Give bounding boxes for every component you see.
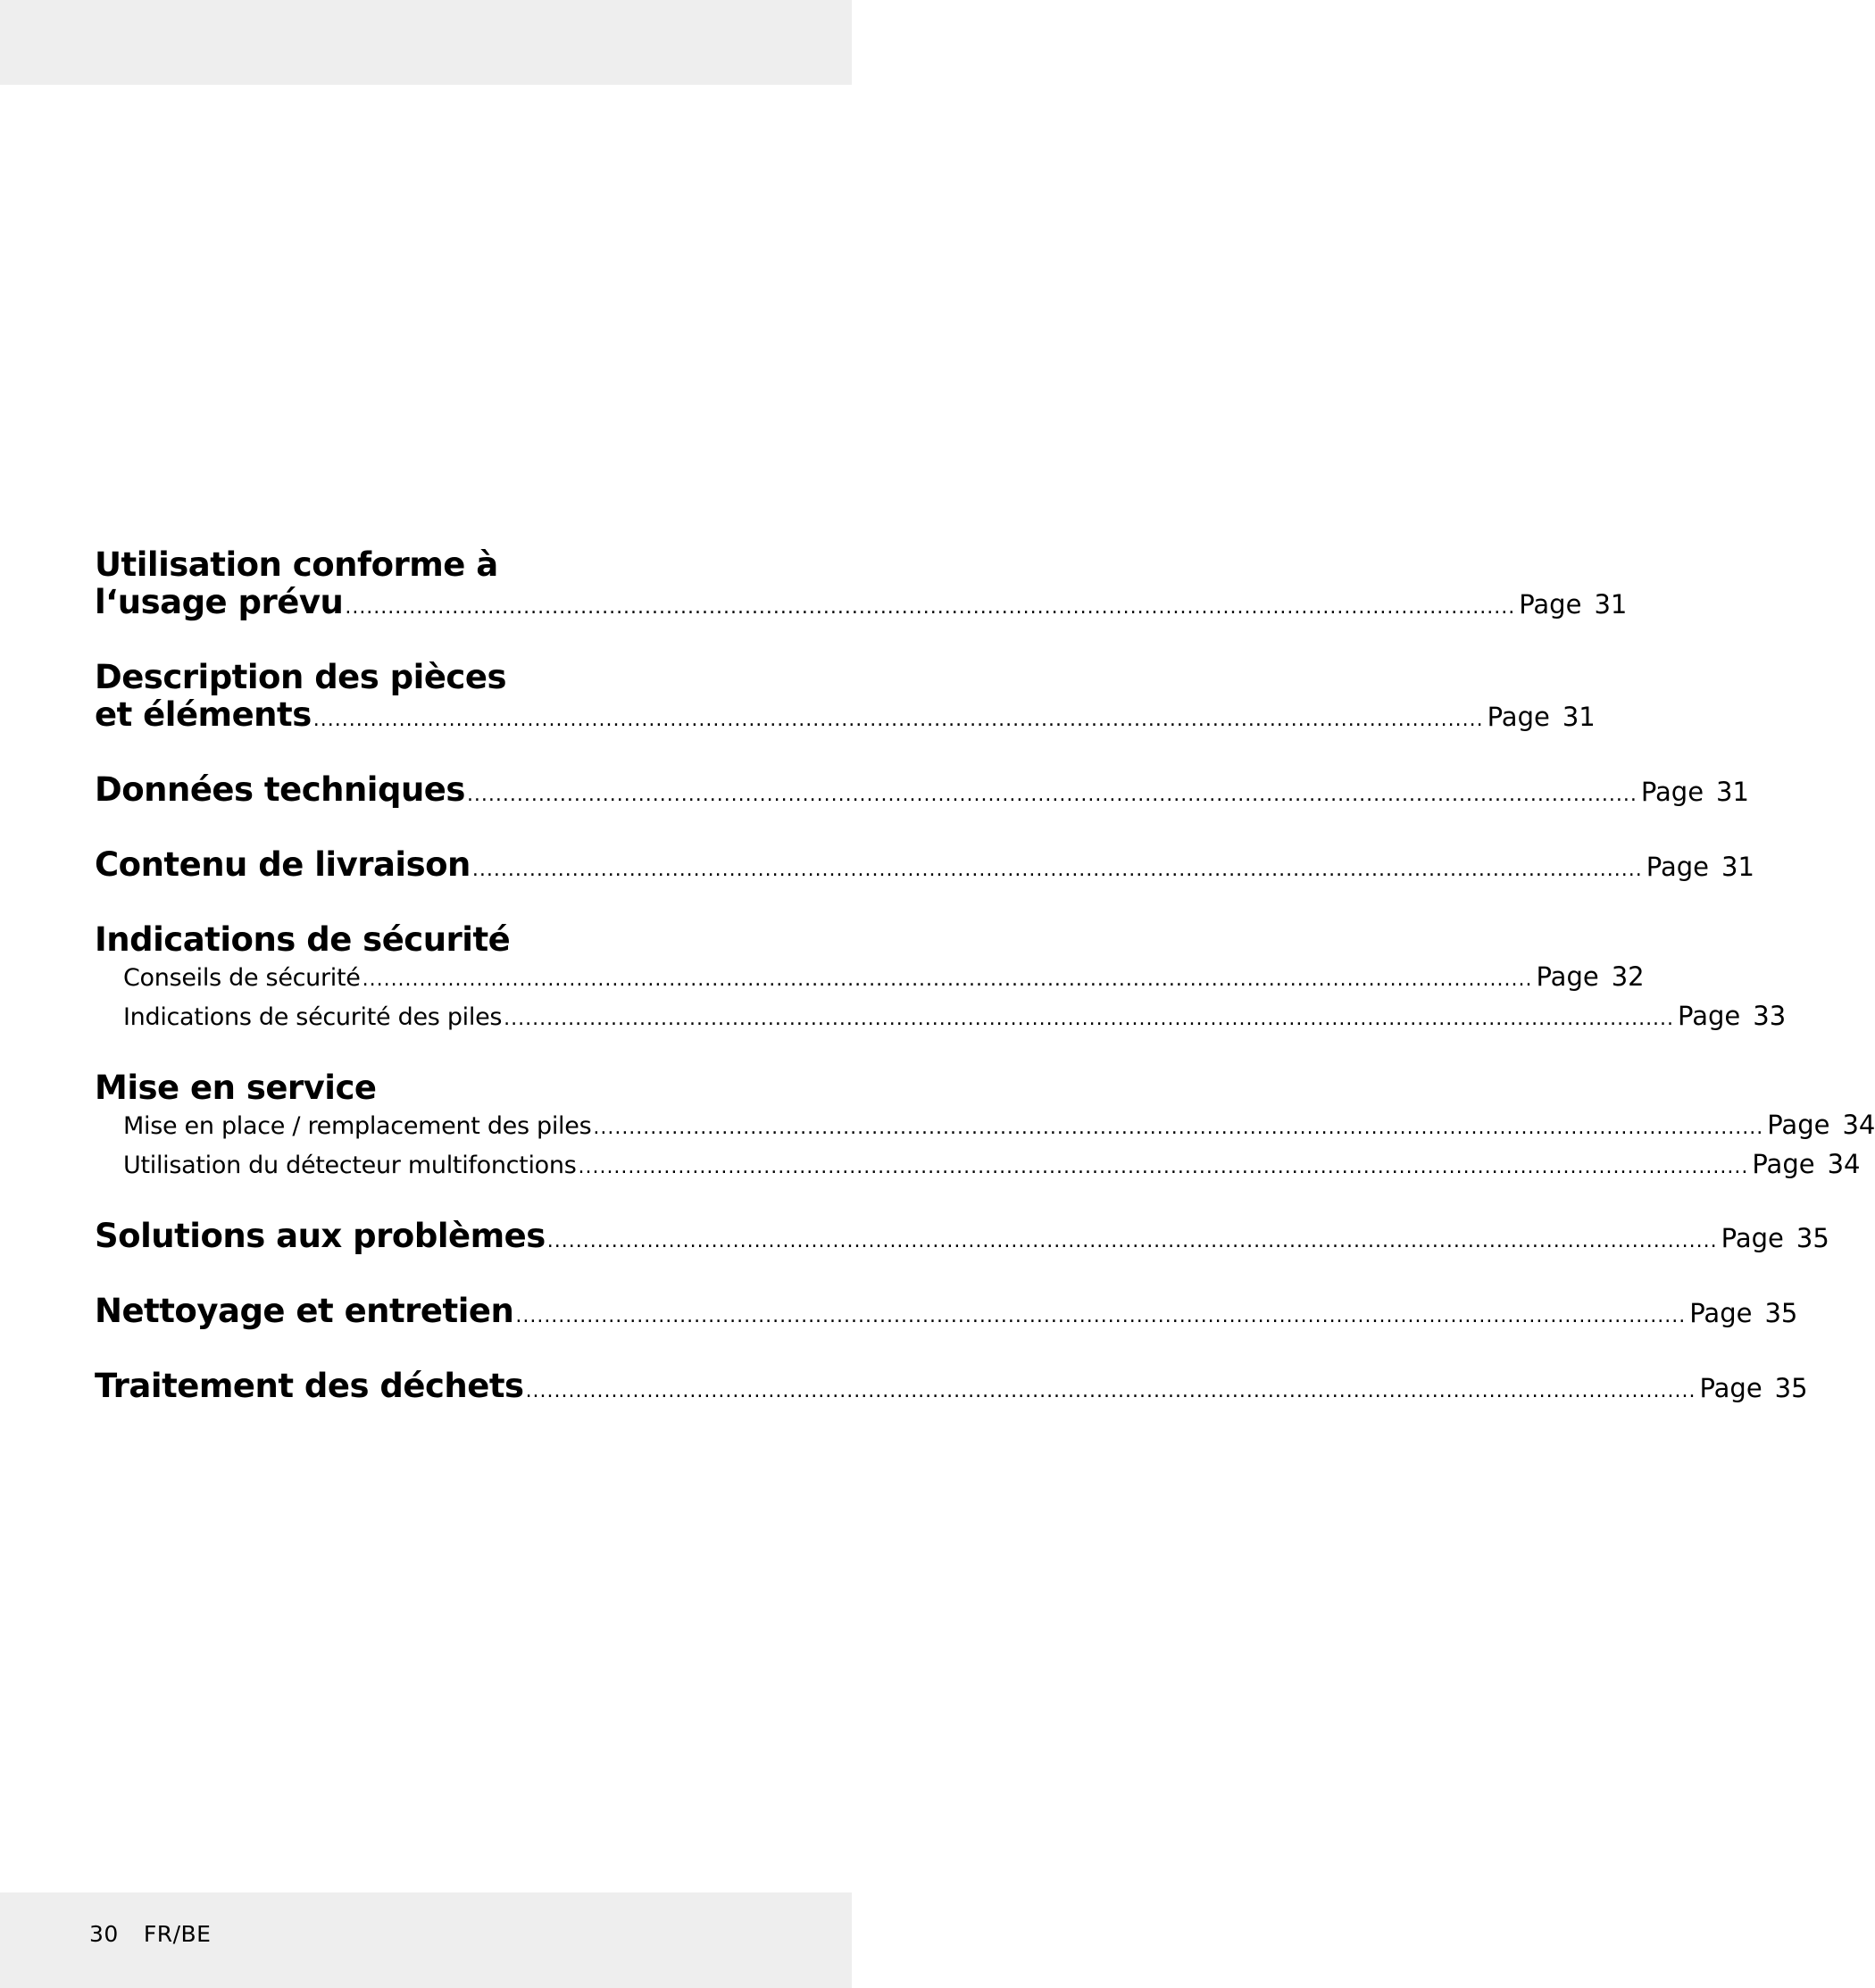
toc-entry-description[interactable] bbox=[95, 658, 1596, 739]
page-number: 34 bbox=[1827, 1149, 1861, 1179]
toc-entry-utilisation[interactable] bbox=[95, 545, 1628, 627]
dot-leader: .................................................................................................................................................................... bbox=[362, 969, 1533, 991]
toc-entry-donnees[interactable] bbox=[95, 770, 1749, 814]
dot-leader: .................................................................................................................................................................... bbox=[578, 1156, 1749, 1178]
toc-heading: Contenu de livraison bbox=[95, 845, 471, 884]
top-band bbox=[0, 0, 852, 85]
page-number: 35 bbox=[1764, 1298, 1798, 1328]
page-label: Page bbox=[1752, 1149, 1815, 1179]
toc-heading: Données techniques bbox=[95, 770, 465, 809]
toc-heading: Indications de sécurité bbox=[95, 920, 511, 959]
toc-heading-line: et éléments bbox=[95, 695, 312, 734]
toc-entry-nettoyage[interactable] bbox=[95, 1292, 1798, 1335]
page-label: Page bbox=[1536, 961, 1599, 992]
dot-leader: .................................................................................................................................................................... bbox=[504, 1008, 1675, 1030]
page-number: 32 bbox=[1611, 961, 1645, 992]
dot-leader: .................................................................................................................................................................... bbox=[515, 1305, 1687, 1327]
footer-page-number: 30 bbox=[89, 1921, 119, 1947]
page-number: 31 bbox=[1721, 852, 1754, 882]
toc-subentry-mise-en-place[interactable] bbox=[123, 1107, 1875, 1146]
dot-leader: .................................................................................................................................................................... bbox=[466, 784, 1638, 806]
page-label: Page bbox=[1519, 589, 1582, 620]
dot-leader: .................................................................................................................................................................... bbox=[345, 596, 1516, 619]
dot-leader: .................................................................................................................................................................... bbox=[593, 1117, 1764, 1139]
toc-heading-line: l‘usage prévu bbox=[95, 583, 344, 621]
page-number: 33 bbox=[1753, 1001, 1787, 1031]
toc-entry-traitement[interactable] bbox=[95, 1367, 1808, 1410]
dot-leader: .................................................................................................................................................................... bbox=[312, 709, 1484, 731]
toc-heading-line: Description des pièces bbox=[95, 658, 506, 696]
page-number: 31 bbox=[1716, 777, 1749, 807]
toc-heading: Nettoyage et entretien bbox=[95, 1292, 514, 1330]
page-number: 31 bbox=[1594, 589, 1628, 620]
toc-entry-contenu[interactable] bbox=[95, 845, 1754, 889]
dot-leader: .................................................................................................................................................................... bbox=[546, 1230, 1718, 1252]
page-footer bbox=[89, 1921, 211, 1947]
toc-subheading: Utilisation du détecteur multifonctions bbox=[123, 1152, 577, 1179]
toc-subentry-piles[interactable] bbox=[123, 998, 1787, 1037]
page-label: Page bbox=[1699, 1373, 1762, 1403]
page-number: 35 bbox=[1796, 1223, 1829, 1253]
toc-entry-mise-en-service bbox=[95, 1069, 1875, 1185]
table-of-contents bbox=[95, 545, 1875, 1410]
dot-leader: .................................................................................................................................................................... bbox=[471, 859, 1643, 881]
page-label: Page bbox=[1487, 702, 1550, 732]
page-label: Page bbox=[1767, 1110, 1830, 1140]
page-label: Page bbox=[1646, 852, 1709, 882]
page-number: 34 bbox=[1842, 1110, 1875, 1140]
toc-subheading: Mise en place / remplacement des piles bbox=[123, 1112, 592, 1140]
toc-entry-indications bbox=[95, 920, 1787, 1037]
dot-leader: .................................................................................................................................................................... bbox=[525, 1380, 1696, 1402]
toc-subheading: Conseils de sécurité bbox=[123, 964, 361, 992]
page-number: 35 bbox=[1774, 1373, 1808, 1403]
toc-heading: Solutions aux problèmes bbox=[95, 1217, 546, 1255]
footer-locale: FR/BE bbox=[143, 1921, 212, 1947]
toc-subheading: Indications de sécurité des piles bbox=[123, 1003, 503, 1031]
page-label: Page bbox=[1678, 1001, 1741, 1031]
toc-heading: Traitement des déchets bbox=[95, 1367, 524, 1405]
toc-entry-solutions[interactable] bbox=[95, 1217, 1829, 1260]
toc-heading: Mise en service bbox=[95, 1069, 377, 1107]
page-number: 31 bbox=[1562, 702, 1596, 732]
page-label: Page bbox=[1721, 1223, 1784, 1253]
toc-subentry-conseils[interactable] bbox=[123, 959, 1645, 998]
page-label: Page bbox=[1689, 1298, 1753, 1328]
toc-heading-line: Utilisation conforme à bbox=[95, 545, 498, 584]
page-label: Page bbox=[1640, 777, 1704, 807]
toc-subentry-utilisation-detecteur[interactable] bbox=[123, 1146, 1861, 1185]
